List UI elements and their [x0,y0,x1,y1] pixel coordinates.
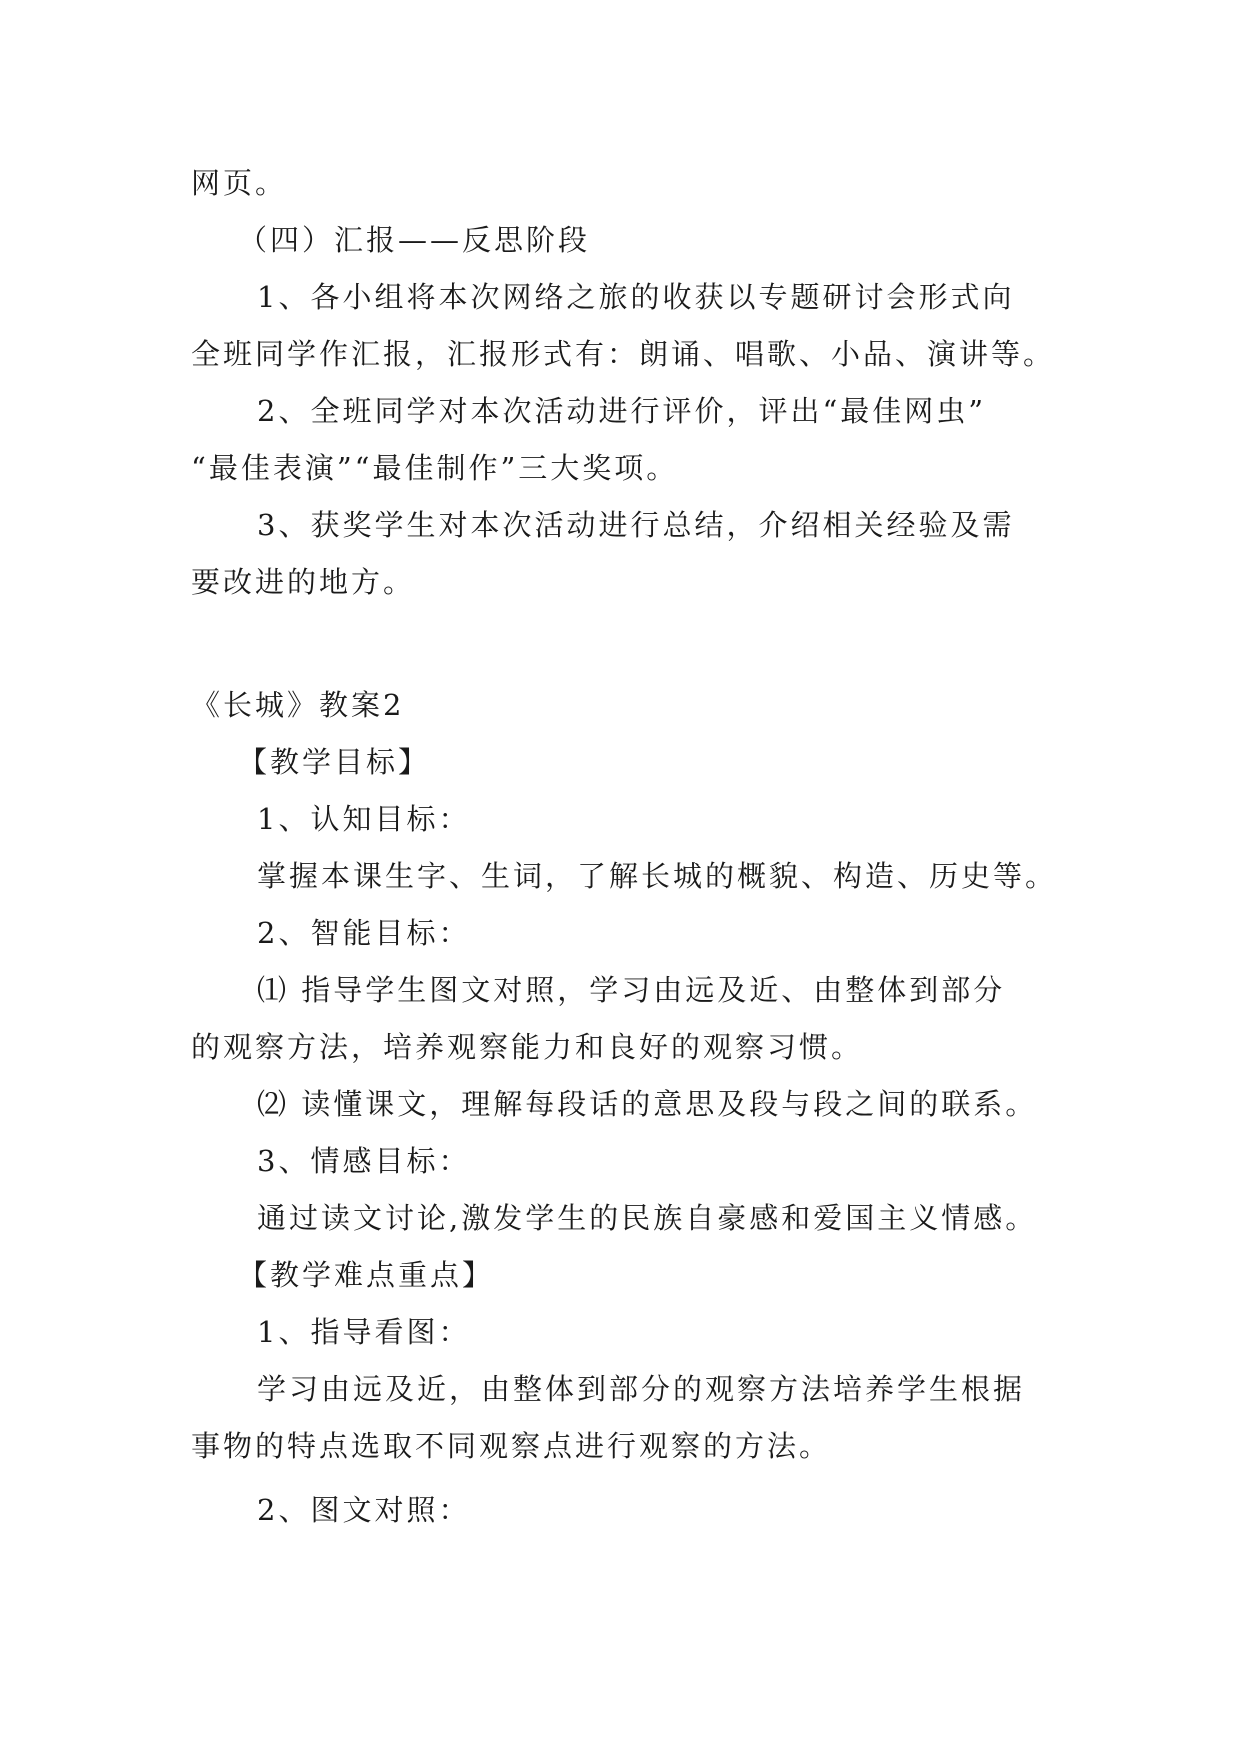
goal2-item2: ⑵ 读懂课文，理解每段话的意思及段与段之间的联系。 [257,1087,1038,1121]
item3-line2: 要改进的地方。 [191,565,416,599]
goal2-label: 2、智能目标： [257,916,471,950]
goal2-item1-line2: 的观察方法，培养观察能力和良好的观察习惯。 [191,1030,864,1064]
item1-line2: 全班同学作汇报，汇报形式有：朗诵、唱歌、小品、演讲等。 [191,337,1056,371]
goal3-label: 3、情感目标： [257,1144,471,1178]
key-heading: 【教学难点重点】 [238,1258,495,1292]
lesson-title: 《长城》教案2 [191,688,405,722]
goal1-text: 掌握本课生字、生词，了解长城的概貌、构造、历史等。 [257,859,1058,893]
goals-heading: 【教学目标】 [238,745,431,779]
item3-line1: 3、获奖学生对本次活动进行总结，介绍相关经验及需 [257,508,1015,542]
item1-line1: 1、各小组将本次网络之旅的收获以专题研讨会形式向 [257,280,1015,314]
key1-label: 1、指导看图： [257,1315,471,1349]
goal1-label: 1、认知目标： [257,802,471,836]
stage4-heading: （四）汇报——反思阶段 [238,223,591,257]
key2-label: 2、图文对照： [257,1493,471,1527]
paragraph-tail: 网页。 [191,166,288,200]
goal3-text: 通过读文讨论,激发学生的民族自豪感和爱国主义情感。 [257,1201,1038,1235]
item2-line2: “最佳表演”“最佳制作”三大奖项。 [191,451,679,485]
key1-line2: 事物的特点选取不同观察点进行观察的方法。 [191,1429,832,1463]
item2-line1: 2、全班同学对本次活动进行评价，评出“最佳网虫” [257,394,987,428]
key1-line1: 学习由远及近，由整体到部分的观察方法培养学生根据 [257,1372,1026,1406]
goal2-item1-line1: ⑴ 指导学生图文对照，学习由远及近、由整体到部分 [257,973,1006,1007]
